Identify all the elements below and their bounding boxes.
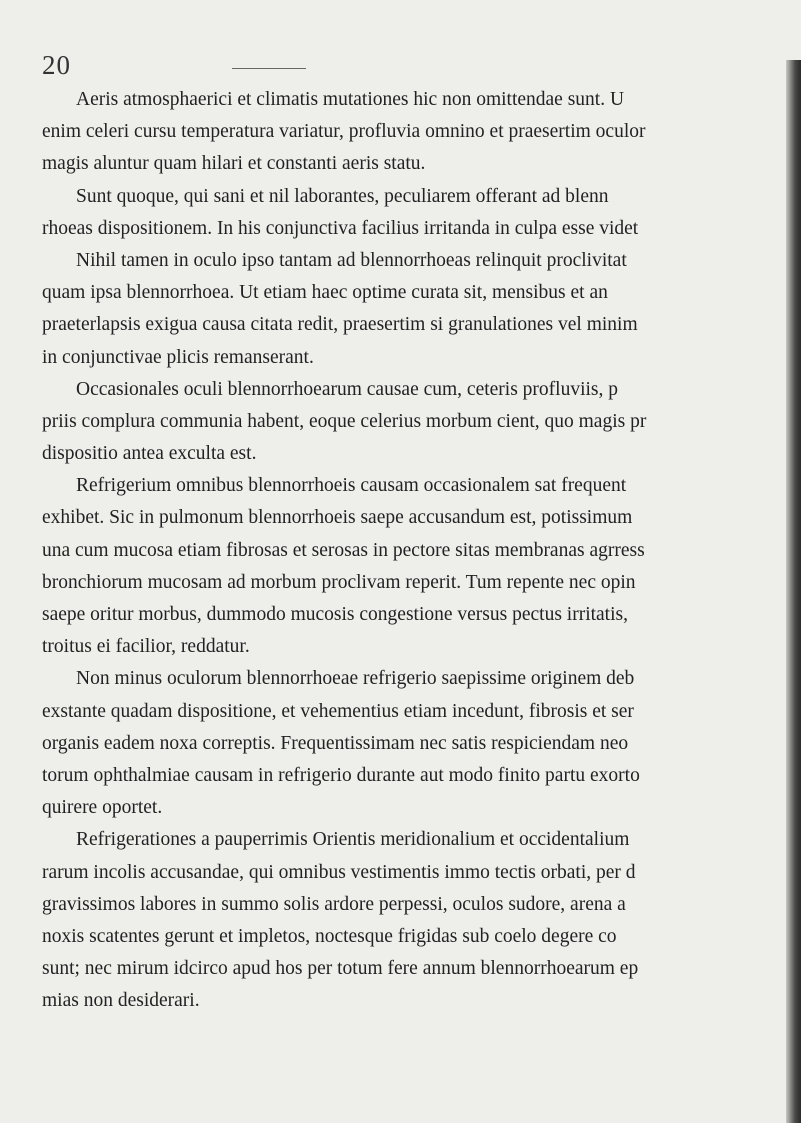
body-text — [42, 84, 794, 1017]
page-number: 20 — [42, 50, 71, 80]
paragraph — [42, 84, 794, 181]
text-line: Sunt quoque, qui sani et nil laborantes, peculiarem offerant ad blenn — [76, 185, 609, 207]
text-line: in conjunctivae plicis remanserant. — [42, 346, 314, 368]
text-line: Nihil tamen in oculo ipso tantam ad blennorrhoeas relinquit proclivitat — [76, 249, 627, 271]
text-line: exstante quadam dispositione, et vehementius etiam incedunt, fibrosis et ser — [42, 700, 634, 722]
text-line: organis eadem noxa correptis. Frequentissimam nec satis respiciendam neo — [42, 732, 629, 754]
text-line: rarum incolis accusandae, qui omnibus vestimentis immo tectis orbati, per d — [42, 861, 636, 883]
text-line: bronchiorum mucosam ad morbum proclivam reperit. Tum repente nec opin — [42, 571, 636, 593]
text-line: una cum mucosa etiam fibrosas et serosas in pectore sitas membranas agrress — [42, 539, 645, 561]
text-line: sunt; nec mirum idcirco apud hos per totum fere annum blennorrhoearum ep — [42, 958, 639, 980]
paragraph — [42, 824, 794, 1017]
text-line: Refrigerium omnibus blennorrhoeis causam occasionalem sat frequent — [76, 475, 627, 497]
text-line: priis complura communia habent, eoque celerius morbum cient, quo magis pr — [42, 410, 647, 432]
text-line: rhoeas dispositionem. In his conjunctiva facilius irritanda in culpa esse videt — [42, 217, 639, 239]
binding-shadow — [786, 60, 801, 1123]
text-line: mias non desiderari. — [42, 990, 200, 1012]
text-line: noxis scatentes gerunt et impletos, noctesque frigidas sub coelo degere co — [42, 925, 617, 947]
text-line: quam ipsa blennorrhoea. Ut etiam haec optime curata sit, mensibus et an — [42, 282, 608, 304]
text-line: Non minus oculorum blennorrhoeae refrigerio saepissime originem deb — [76, 668, 635, 690]
text-line: gravissimos labores in summo solis ardore perpessi, oculos sudore, arena a — [42, 893, 626, 915]
paragraph — [42, 663, 794, 824]
paragraph — [42, 181, 794, 245]
text-line: dispositio antea exculta est. — [42, 443, 257, 465]
text-line: torum ophthalmiae causam in refrigerio durante aut modo finito partu exorto — [42, 764, 640, 786]
paragraph — [42, 245, 794, 374]
text-line: troitus ei facilior, reddatur. — [42, 636, 250, 658]
text-line: Occasionales oculi blennorrhoearum causae cum, ceteris profluviis, p — [76, 378, 619, 400]
text-line: praeterlapsis exigua causa citata redit, praesertim si granulationes vel minim — [42, 314, 638, 336]
paragraph — [42, 470, 794, 663]
header-rule — [232, 68, 306, 69]
text-line: magis aluntur quam hilari et constanti aeris statu. — [42, 153, 426, 175]
text-line: saepe oritur morbus, dummodo mucosis congestione versus pectus irritatis, — [42, 604, 628, 625]
paragraph — [42, 374, 794, 471]
text-line: quirere oportet. — [42, 797, 163, 819]
text-line: Refrigerationes a pauperrimis Orientis meridionalium et occidentalium — [76, 829, 630, 851]
text-line: enim celeri cursu temperatura variatur, profluvia omnino et praesertim oculor — [42, 121, 646, 143]
text-line: Aeris atmosphaerici et climatis mutationes hic non omittendae sunt. U — [76, 89, 625, 110]
text-line: exhibet. Sic in pulmonum blennorrhoeis saepe accusandum est, potissimum — [42, 507, 633, 529]
